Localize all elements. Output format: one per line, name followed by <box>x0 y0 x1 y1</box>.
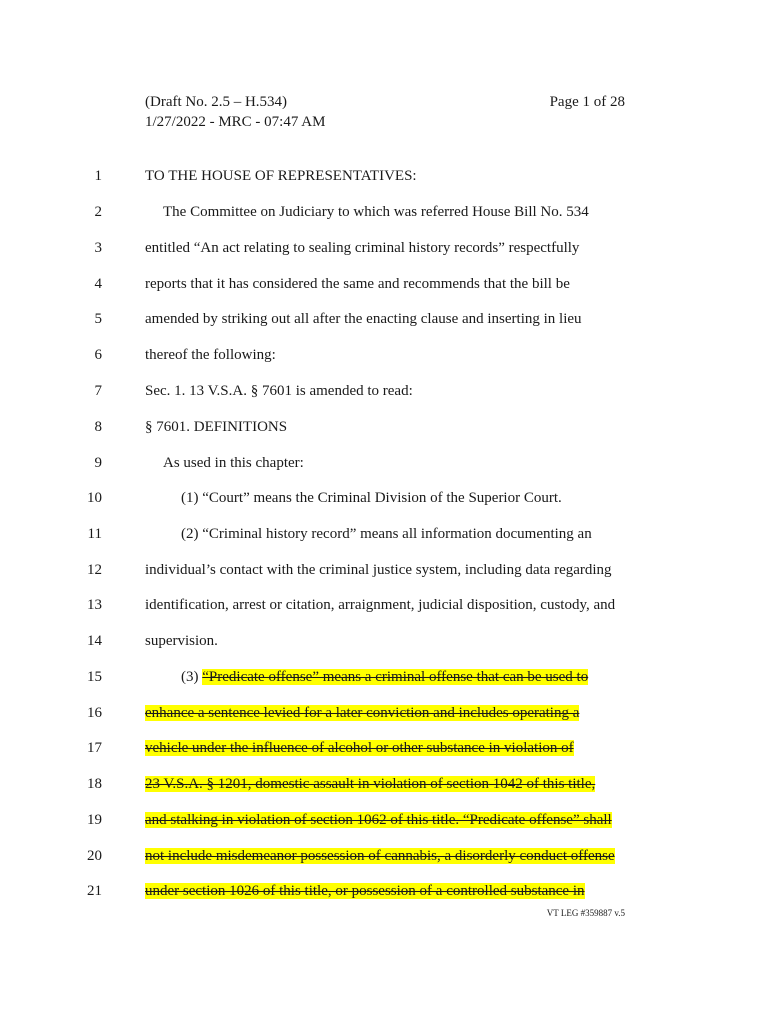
line-number: 4 <box>94 276 102 292</box>
page-number: Page 1 of 28 <box>549 94 625 110</box>
struck-highlighted-text: 23 V.S.A. § 1201, domestic assault in violation of section 1042 of this title, <box>145 776 596 792</box>
struck-highlighted-text: enhance a sentence levied for a later conviction and includes operating a <box>145 705 580 721</box>
line-text <box>145 845 615 867</box>
line-14 <box>0 630 770 652</box>
line-number: 5 <box>94 311 102 327</box>
draft-date: 1/27/2022 - MRC - 07:47 AM <box>145 114 326 130</box>
line-text: § 7601. DEFINITIONS <box>145 419 288 435</box>
line-10 <box>0 487 770 509</box>
line-number: 12 <box>87 562 102 578</box>
line-text <box>145 773 595 795</box>
line-text <box>145 809 612 831</box>
line-text: reports that it has considered the same and recommends that the bill be <box>145 276 570 292</box>
line-13 <box>0 594 770 616</box>
line-number: 3 <box>94 240 102 256</box>
line-number: 19 <box>87 812 102 828</box>
line-9 <box>0 452 770 474</box>
subsection-marker: (3) <box>181 669 203 685</box>
line-11 <box>0 523 770 545</box>
line-text: The Committee on Judiciary to which was referred House Bill No. 534 <box>163 204 589 220</box>
struck-highlighted-text: under section 1026 of this title, or possession of a controlled substance in <box>145 883 585 899</box>
line-3 <box>0 237 770 259</box>
struck-highlighted-text: vehicle under the influence of alcohol or other substance in violation of <box>145 740 574 756</box>
line-number: 1 <box>94 168 102 184</box>
line-1 <box>0 165 770 187</box>
line-number: 9 <box>94 455 102 471</box>
line-number: 14 <box>87 633 102 649</box>
line-12 <box>0 559 770 581</box>
line-2 <box>0 201 770 223</box>
struck-highlighted-text: not include misdemeanor possession of cannabis, a disorderly conduct offense <box>145 848 615 864</box>
line-number: 17 <box>87 740 102 756</box>
line-text: identification, arrest or citation, arraignment, judicial disposition, custody, and <box>145 597 616 613</box>
line-4 <box>0 273 770 295</box>
line-16 <box>0 702 770 724</box>
line-text: thereof the following: <box>145 347 276 363</box>
line-21 <box>0 880 770 902</box>
line-text: individual’s contact with the criminal justice system, including data regarding <box>145 562 612 578</box>
line-number: 10 <box>87 490 102 506</box>
line-number: 8 <box>94 419 102 435</box>
line-number: 18 <box>87 776 102 792</box>
line-number: 6 <box>94 347 102 363</box>
line-text: Sec. 1. 13 V.S.A. § 7601 is amended to read: <box>145 383 413 399</box>
line-text <box>181 666 588 688</box>
line-20 <box>0 845 770 867</box>
line-number: 15 <box>87 669 102 685</box>
line-text: entitled “An act relating to sealing criminal history records” respectfully <box>145 240 580 256</box>
line-text: As used in this chapter: <box>163 455 304 471</box>
line-number: 20 <box>87 848 102 864</box>
draft-header <box>145 92 325 132</box>
line-text <box>145 702 579 724</box>
draft-number: (Draft No. 2.5 – H.534) <box>145 94 288 110</box>
line-18 <box>0 773 770 795</box>
line-text: (1) “Court” means the Criminal Division of the Superior Court. <box>181 490 562 506</box>
line-5 <box>0 308 770 330</box>
line-17 <box>0 737 770 759</box>
line-text: amended by striking out all after the enacting clause and inserting in lieu <box>145 311 582 327</box>
line-text <box>145 737 574 759</box>
line-15 <box>0 666 770 688</box>
line-text: supervision. <box>145 633 218 649</box>
line-number: 13 <box>87 597 102 613</box>
line-number: 7 <box>94 383 102 399</box>
line-text: (2) “Criminal history record” means all information documenting an <box>181 526 592 542</box>
document-id-footer: VT LEG #359887 v.5 <box>546 908 625 918</box>
line-19 <box>0 809 770 831</box>
line-number: 21 <box>87 883 102 899</box>
line-number: 11 <box>87 526 102 542</box>
line-8 <box>0 416 770 438</box>
line-number: 16 <box>87 705 102 721</box>
struck-highlighted-text: “Predicate offense” means a criminal offense that can be used to <box>202 669 589 685</box>
line-6 <box>0 344 770 366</box>
line-text: TO THE HOUSE OF REPRESENTATIVES: <box>145 168 417 184</box>
line-7 <box>0 380 770 402</box>
line-text <box>145 880 585 902</box>
line-number: 2 <box>94 204 102 220</box>
struck-highlighted-text: and stalking in violation of section 1062 of this title. “Predicate offense” shall <box>145 812 612 828</box>
